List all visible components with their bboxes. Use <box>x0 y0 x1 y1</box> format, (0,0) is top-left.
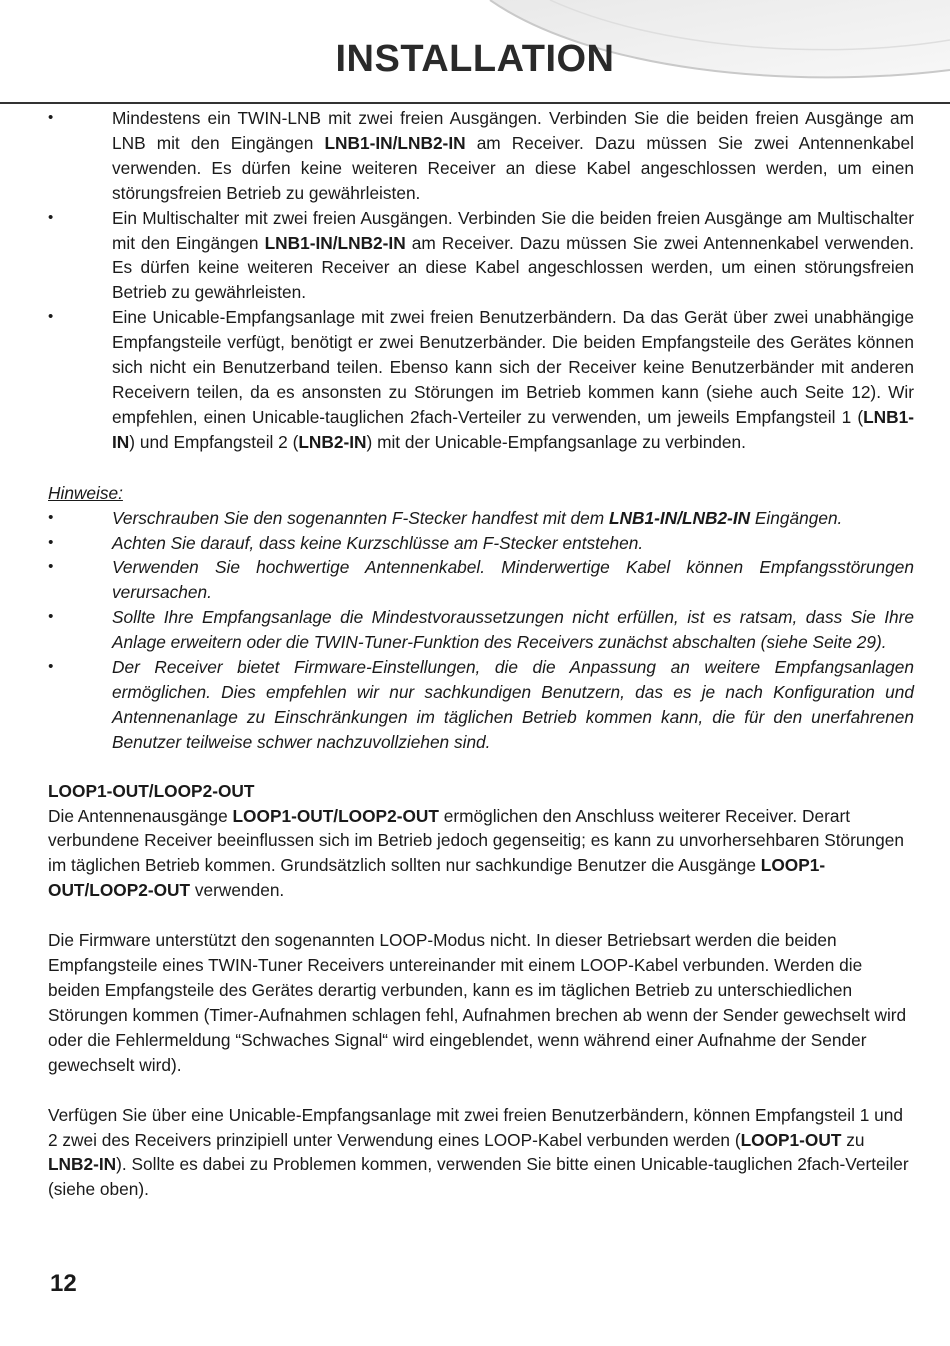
text-run: Achten Sie darauf, dass keine Kurzschlüsse am F-Stecker entstehen. <box>112 532 644 553</box>
text-run: Ein Multischalter mit zwei freien Ausgängen. Verbinden Sie die beiden freien Ausgänge am Multischalter mit den Eingängen <box>112 207 914 253</box>
loop-paragraph-outputs <box>48 804 914 904</box>
note-f-stecker <box>48 506 914 531</box>
bold-term: LOOP1-OUT <box>740 1129 842 1150</box>
note-firmware-einstellungen <box>48 655 914 755</box>
text-run: Der Receiver bietet Firmware-Einstellungen, die die Anpassung an weitere Empfangsanlagen ermöglichen. Dies empfehlen wir nur sachkundigen Benutzern, das es je nach Konfiguration und Antennenanlage zu Einschränkungen im täglichen Betrieb kommen kann, die für den unerfahrenen Benutzer teilweise schwer nachzuvollziehen sind. <box>112 657 914 752</box>
text-run: ermöglichen den Anschluss weiterer Receiver. Derart verbundene Receiver beeinflussen sich im Betrieb jedoch gegenseitig; es kann zu unvorhersehbaren Störungen im täglichen Betrieb kommen. Grundsätzlich sollten nur sachkundige Benutzer die Ausgänge <box>48 805 904 876</box>
text-run: ). Sollte es dabei zu Problemen kommen, verwenden Sie bitte einen Unicable-tauglichen 2fach-Verteiler (siehe oben). <box>48 1154 909 1200</box>
text-run: ) mit der Unicable-Empfangsanlage zu verbinden. <box>366 431 746 452</box>
text-run: Die Firmware unterstützt den sogenannten LOOP-Modus nicht. In dieser Betriebsart werden die beiden Empfangsteile eines TWIN-Tuner Receivers untereinander mit einem LOOP-Kabel verbunden. Werden die beiden Empfangsteile des Gerätes derartig verbunden, kann es im täglichen Betrieb zu unterschiedlichen Störungen kommen (Timer-Aufnahmen schlagen fehl, Aufnahmen brechen ab wenn der Sender gewechselt wird oder die Fehlermeldung “Schwaches Signal“ wird eingeblendet, wenn während einer Aufnahme der Sender gewechselt wird). <box>48 930 907 1075</box>
loop-paragraph-loop-mode <box>48 928 914 1077</box>
requirement-twin-lnb <box>48 106 914 206</box>
text-run: Die Antennenausgänge <box>48 805 233 826</box>
text-run: verwenden. <box>190 880 285 901</box>
bold-term: LOOP1-OUT/LOOP2-OUT <box>232 805 439 826</box>
notes-heading: Hinweise: <box>48 482 123 503</box>
text-run: Mindestens ein TWIN-LNB mit zwei freien Ausgängen. Verbinden Sie die beiden freien Ausgänge am LNB mit den Eingängen <box>112 108 914 153</box>
requirements-list <box>48 106 914 455</box>
requirement-multischalter <box>48 206 914 306</box>
notes-list <box>48 506 914 755</box>
note-mindestvoraussetzungen <box>48 605 914 655</box>
text-run: Eine Unicable-Empfangsanlage mit zwei freien Benutzerbändern. Da das Gerät über zwei unabhängige Empfangsteile verfügt, benötigt er zwei Benutzerbänder. Die beiden Empfangsteile des Gerätes können sich nicht ein Benutzerband teilen. Ebenso kann sich der Receiver keine Benutzerbänder mit anderen Receivern teilen, da es ansonsten zu Störungen im Betrieb kommen kann (siehe auch Seite 12). Wir empfehlen, einen Unicable-tauglichen 2fach-Verteiler zu verwenden, um jeweils Empfangsteil 1 ( <box>112 307 914 427</box>
text-run: Verwenden Sie hochwertige Antennenkabel. Minderwertige Kabel können Empfangsstörungen verursachen. <box>112 557 914 603</box>
page-content <box>48 106 914 1202</box>
text-run: Eingängen. <box>750 507 843 528</box>
bold-term: LNB1-IN/LNB2-IN <box>324 132 466 153</box>
text-run: am Receiver. Dazu müssen Sie zwei Antennenkabel verwenden. Es dürfen keine weiteren Receiver an diese Kabel angeschlossen werden, um einen störungsfreien Betrieb zu gewährleisten. <box>112 232 914 303</box>
header-divider <box>0 102 950 104</box>
text-run: Sollte Ihre Empfangsanlage die Mindestvoraussetzungen nicht erfüllen, ist es ratsam, dass Sie Ihre Anlage erweitern oder die TWIN-Tuner-Funktion des Receivers zunächst abschalten (siehe Seite 29). <box>112 607 914 653</box>
page-number: 12 <box>50 1270 77 1297</box>
bold-term: LNB1-IN/LNB2-IN <box>264 232 406 253</box>
loop-paragraph-unicable <box>48 1103 914 1203</box>
bold-term: LNB1-IN/LNB2-IN <box>608 507 751 528</box>
requirement-unicable <box>48 305 914 454</box>
text-run: am Receiver. Dazu müssen Sie zwei Antennenkabel verwenden. Es dürfen keine weiteren Receiver an diese Kabel angeschlossen werden, um einen störungsfreien Betrieb zu gewährleisten. <box>112 132 914 203</box>
text-run: ) und Empfangsteil 2 ( <box>129 431 299 452</box>
note-kurzschluss <box>48 531 914 556</box>
bold-term: LOOP1-OUT/LOOP2-OUT <box>48 855 826 901</box>
note-antennenkabel <box>48 555 914 605</box>
text-run: Verschrauben Sie den sogenannten F-Stecker handfest mit dem <box>112 507 609 528</box>
text-run: Verfügen Sie über eine Unicable-Empfangsanlage mit zwei freien Benutzerbändern, können Empfangsteil 1 und 2 zwei des Receivers prinzipiell unter Verwendung eines LOOP-Kabel verbunden werden ( <box>48 1104 903 1150</box>
text-run: zu <box>841 1129 865 1150</box>
page-title: INSTALLATION <box>335 38 615 80</box>
loop-section-heading: LOOP1-OUT/LOOP2-OUT <box>48 780 255 801</box>
bold-term: LNB1-IN <box>112 406 914 452</box>
bold-term: LNB2-IN <box>48 1154 117 1175</box>
bold-term: LNB2-IN <box>298 431 367 452</box>
